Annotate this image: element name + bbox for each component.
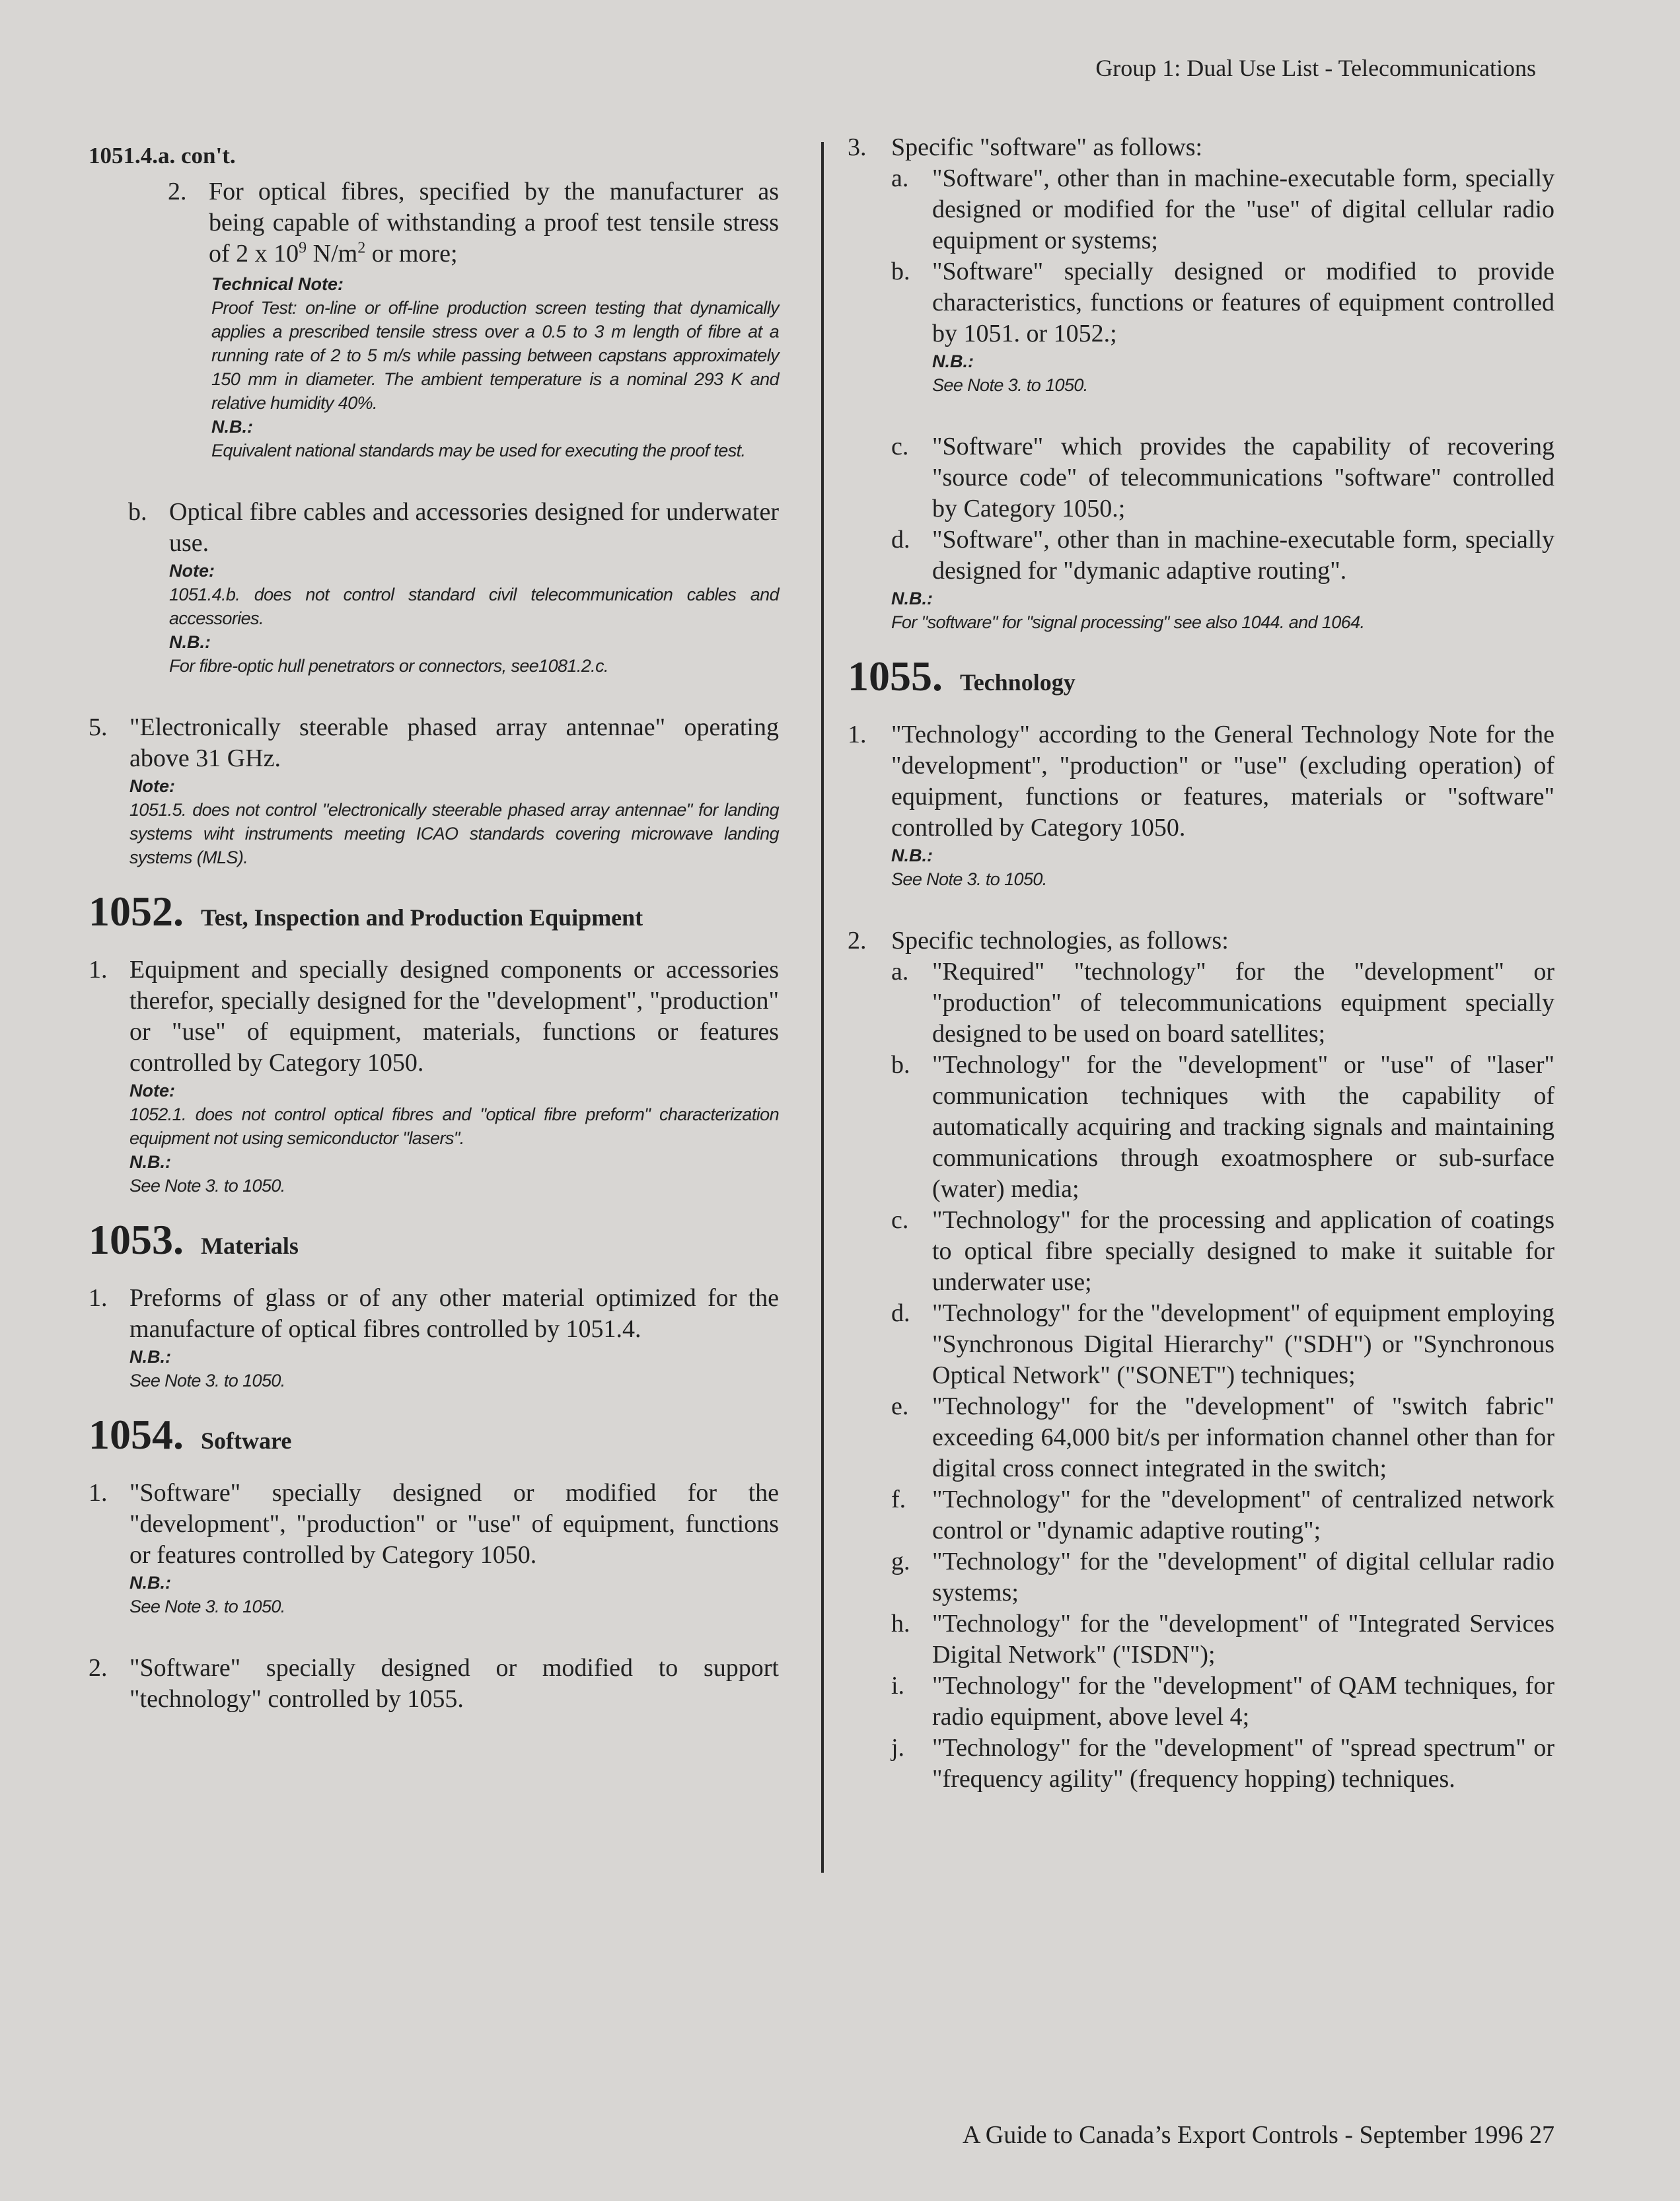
- list-item: 2. Specific technologies, as follows:: [848, 927, 1229, 955]
- section-heading: 1053. Materials: [89, 1216, 299, 1263]
- note-block: N.B.: See Note 3. to 1050.: [891, 846, 1047, 889]
- section-heading: 1055. Technology: [848, 653, 1076, 700]
- item-text: "Technology" for the processing and application of coatings to optical fibre specially designed to make it suitable for underwater use;: [932, 1206, 1554, 1296]
- page-footer: A Guide to Canada’s Export Controls - September 1996 27: [962, 2121, 1554, 2149]
- list-item: 2. "Software" specially designed or modified to support "technology" controlled by 1055.: [89, 1654, 779, 1713]
- item-letter: g.: [891, 1548, 910, 1575]
- item-letter: f.: [891, 1486, 906, 1513]
- list-item: [891, 956, 1554, 1050]
- section-heading: 1052. Test, Inspection and Production Equipment: [89, 888, 643, 935]
- item-number: 2.: [168, 178, 187, 205]
- item-text: For optical fibres, specified by the manufacturer as being capable of withstanding a proof test tensile stress of 2 x $10^9$ $N/m^2$ or more;: [209, 178, 779, 268]
- list-item: 1. Preforms of glass or of any other material optimized for the manufacture of optical fibres controlled by 1051.4.: [89, 1284, 779, 1343]
- list-item: 5. "Electronically steerable phased array antennae" operating above 31 GHz.: [89, 713, 779, 772]
- item-text: "Technology" for the "development" or "use" of "laser" communication techniques with the capability of automatically acquiring and tracking signals and maintaining communications through exoatmosphere or sub-surface (water) media;: [932, 1051, 1554, 1203]
- item-text: "Technology" for the "development" of "switch fabric" exceeding 64,000 bit/s per information channel other than for digital cross connect integrated in the switch;: [932, 1392, 1554, 1482]
- running-header: Group 1: Dual Use List - Telecommunications: [1095, 55, 1536, 81]
- item-letter: j.: [891, 1734, 905, 1762]
- note-block: N.B.: See Note 3. to 1050.: [129, 1347, 285, 1390]
- list-item: [891, 1733, 1554, 1795]
- list-item: 1. "Technology" according to the General Technology Note for the "development", "production" or "use" (excluding operation) of equipment, functions or features, materials or "software" controlled by Category 1050.: [848, 721, 1554, 842]
- list-item: [891, 1050, 1554, 1205]
- item-letter: d.: [891, 1299, 910, 1327]
- list-item: 3. Specific "software" as follows:: [848, 133, 1203, 161]
- item-letter: a.: [891, 958, 909, 986]
- list-item: [891, 1298, 1554, 1391]
- list-item: [891, 1608, 1554, 1671]
- note-block: N.B.: See Note 3. to 1050.: [129, 1573, 285, 1616]
- list-item: 1. Equipment and specially designed components or accessories therefor, specially designed for the "development", "production" or "use" of equipment, materials, functions or features controlled by Category 1050.: [89, 956, 779, 1077]
- section-heading: 1054. Software: [89, 1411, 292, 1458]
- list-item: 1. "Software" specially designed or modified for the "development", "production" or "use" of equipment, functions or features controlled by Category 1050.: [89, 1479, 779, 1569]
- list-item: [168, 176, 779, 270]
- note-block: N.B.: For "software" for "signal processing" see also 1044. and 1064.: [891, 589, 1365, 632]
- item-text: "Technology" for the "development" of QAM techniques, for radio equipment, above level 4;: [932, 1672, 1554, 1731]
- list-item: a. "Software", other than in machine-executable form, specially designed or modified for the "use" of digital cellular radio equipment or systems;: [891, 164, 1554, 254]
- column-divider: [821, 142, 824, 1873]
- item-letter: b.: [891, 1051, 910, 1079]
- item-text: "Technology" for the "development" of "spread spectrum" or "frequency agility" (frequency hopping) techniques.: [932, 1734, 1554, 1793]
- list-item: [891, 1546, 1554, 1608]
- left-column: [89, 140, 779, 1715]
- list-item: [891, 1391, 1554, 1484]
- list-item: [891, 1205, 1554, 1298]
- list-item: d. "Software", other than in machine-executable form, specially designed for "dymanic adaptive routing".: [891, 526, 1554, 585]
- technology-sub-list: [891, 956, 1554, 1795]
- item-text: "Required" "technology" for the "development" or "production" of telecommunications equipment specially designed to be used on board satellites;: [932, 958, 1554, 1048]
- technical-note: Technical Note: Proof Test: on-line or off-line production screen testing that dynamically applies a prescribed tensile stress over a 0.5 to 3 m length of fibre at a running rate of 2 to 5 m/s while passing between capstans approximately 150 mm in diameter. The ambient temperature is a nominal 293 K and relative humidity 40%. N.B.: Equivalent national standards may be used for executing the proof test.: [211, 274, 779, 460]
- item-letter: i.: [891, 1672, 905, 1700]
- list-item: b. Optical fibre cables and accessories designed for underwater use.: [128, 498, 779, 557]
- note-block: N.B.: See Note 3. to 1050.: [932, 351, 1088, 395]
- list-item: [891, 1484, 1554, 1546]
- item-letter: e.: [891, 1392, 909, 1420]
- list-item: c. "Software" which provides the capability of recovering "source code" of telecommunications "software" controlled by Category 1050.;: [891, 433, 1554, 523]
- item-letter: h.: [891, 1610, 910, 1638]
- item-text: "Technology" for the "development" of equipment employing "Synchronous Digital Hierarchy" ("SDH") or "Synchronous Optical Network" ("SONET") techniques;: [932, 1299, 1554, 1389]
- item-text: "Technology" for the "development" of "Integrated Services Digital Network" ("ISDN");: [932, 1610, 1554, 1669]
- sub-list: [891, 163, 1554, 587]
- note-block: Note: 1052.1. does not control optical fibres and "optical fibre preform" characterization equipment not using semiconductor "lasers". N.B.: See Note 3. to 1050.: [129, 1081, 779, 1196]
- note-block: Note: 1051.4.b. does not control standard civil telecommunication cables and accessories. N.B.: For fibre-optic hull penetrators or connectors, see1081.2.c.: [169, 561, 779, 676]
- right-column: [848, 132, 1554, 1795]
- item-text: "Technology" for the "development" of digital cellular radio systems;: [932, 1548, 1554, 1606]
- continuation-label: 1051.4.a. con't.: [89, 143, 236, 168]
- list-item: [891, 1671, 1554, 1733]
- item-letter: c.: [891, 1206, 909, 1234]
- item-text: "Technology" for the "development" of centralized network control or "dynamic adaptive routing";: [932, 1486, 1554, 1544]
- list-item: b. "Software" specially designed or modified to provide characteristics, functions or features of equipment controlled by 1051. or 1052.;: [891, 258, 1554, 347]
- note-block: Note: 1051.5. does not control "electronically steerable phased array antennae" for landing systems wiht instruments meeting ICAO standards covering microwave landing systems (MLS).: [129, 776, 779, 867]
